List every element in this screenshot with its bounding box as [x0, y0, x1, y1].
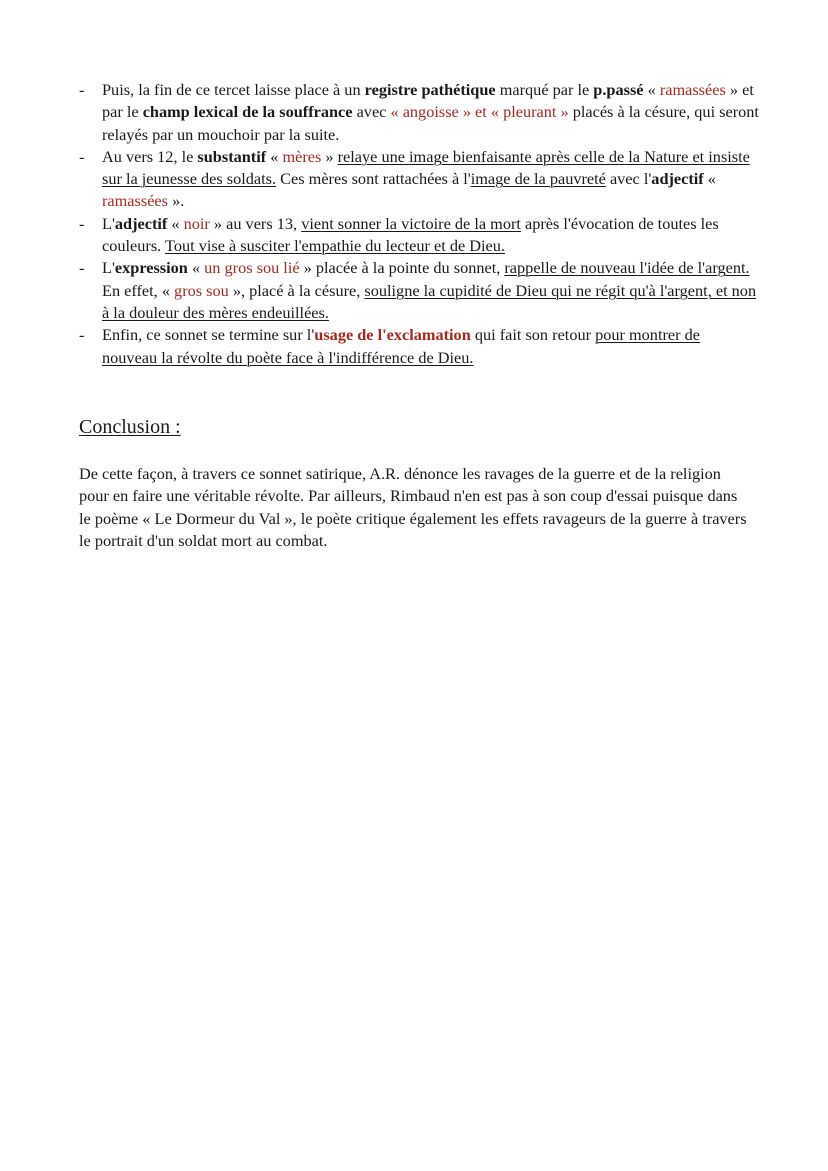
underlined-phrase: rappelle de nouveau l'idée de l'argent. — [504, 258, 750, 278]
quoted-word: gros sou — [174, 280, 229, 300]
underlined-phrase: pour montrer de nouveau la révolte du poète face à l'indifférence de Dieu. — [102, 325, 700, 367]
text-run: « — [167, 213, 184, 233]
text-run: Puis, la fin de ce tercet laisse place à un — [102, 80, 365, 99]
bold-term: champ lexical de la souffrance — [142, 102, 353, 122]
bullet-dash: - — [79, 146, 85, 166]
text-run: après l'évocation de toutes les couleurs. — [102, 213, 719, 256]
text-run: « — [187, 258, 205, 278]
text-run: qui fait son retour — [470, 325, 596, 345]
text-run: », placé à la césure, — [228, 280, 365, 300]
bullet-item — [79, 324, 759, 369]
bullet-text — [102, 258, 756, 322]
bullet-list — [79, 79, 759, 369]
text-run: » et par le — [102, 80, 754, 122]
quoted-word: ramassées — [102, 191, 168, 211]
underlined-phrase: souligne la cupidité de Dieu qui ne régit qu'à l'argent, et non à la douleur des mères endeuillées. — [102, 280, 757, 322]
text-run: « — [643, 80, 660, 99]
text-run: » — [321, 146, 338, 166]
bullet-item — [79, 79, 759, 146]
underlined-phrase: relaye une image bienfaisante après celle de la Nature et insiste sur la jeunesse des soldats. — [102, 146, 750, 189]
conclusion-paragraph: De cette façon, à travers ce sonnet satirique, A.R. dénonce les ravages de la guerre et de la religion pour en faire une véritable révolte. Par ailleurs, Rimbaud n'en est pas à son coup d'essai puisque dans le poème « Le Dormeur du Val », le poète critique également les effets ravageurs de la guerre à travers le portrait d'un soldat mort au combat. — [79, 464, 747, 550]
text-run: « — [703, 169, 716, 189]
bold-term: adjectif — [114, 213, 168, 233]
quoted-word: mères — [282, 146, 322, 166]
bold-term: usage de l'exclamation — [314, 325, 471, 345]
text-run: placés à la césure, qui seront relayés par un mouchoir par la suite. — [102, 102, 759, 144]
bold-term: p.passé — [593, 80, 644, 99]
bullet-item — [79, 257, 759, 324]
bullet-item — [79, 146, 759, 213]
quoted-word: noir — [183, 213, 210, 233]
text-run: Au vers 12, le — [102, 146, 198, 166]
bold-term: registre pathétique — [364, 80, 496, 99]
quoted-word: ramassées — [659, 80, 726, 99]
text-run: » placée à la pointe du sonnet, — [299, 258, 505, 278]
quoted-word: « angoisse » et « pleurant » — [390, 102, 569, 122]
underlined-phrase: Tout vise à susciter l'empathie du lecteur et de Dieu. — [165, 236, 505, 256]
bullet-text — [102, 80, 759, 144]
text-run: ». — [168, 191, 185, 211]
bullet-text — [102, 325, 700, 366]
text-run: Enfin, ce sonnet se termine sur l' — [102, 325, 315, 345]
text-run: Ces mères sont rattachées à l' — [276, 169, 471, 189]
text-run: L' — [102, 258, 115, 278]
bold-term: substantif — [197, 146, 267, 166]
text-run: avec — [352, 102, 391, 122]
bullet-text — [102, 214, 719, 255]
bullet-text — [102, 147, 750, 211]
bold-term: adjectif — [651, 169, 704, 189]
bold-term: expression — [114, 258, 188, 278]
bullet-item — [79, 213, 759, 258]
bullet-dash: - — [79, 258, 85, 278]
underlined-phrase: image de la pauvreté — [470, 169, 606, 189]
bullet-dash: - — [79, 80, 85, 99]
text-run: marqué par le — [495, 80, 594, 99]
bullet-dash: - — [79, 325, 85, 345]
text-run: En effet, « — [102, 280, 175, 300]
text-run: avec l' — [605, 169, 652, 189]
text-run: L' — [102, 213, 115, 233]
conclusion-heading: Conclusion : — [79, 416, 181, 438]
underlined-phrase: vient sonner la victoire de la mort — [301, 213, 521, 233]
text-run: « — [266, 146, 283, 166]
text-run: » au vers 13, — [209, 213, 302, 233]
bullet-dash: - — [79, 213, 85, 233]
quoted-word: un gros sou lié — [204, 258, 300, 278]
